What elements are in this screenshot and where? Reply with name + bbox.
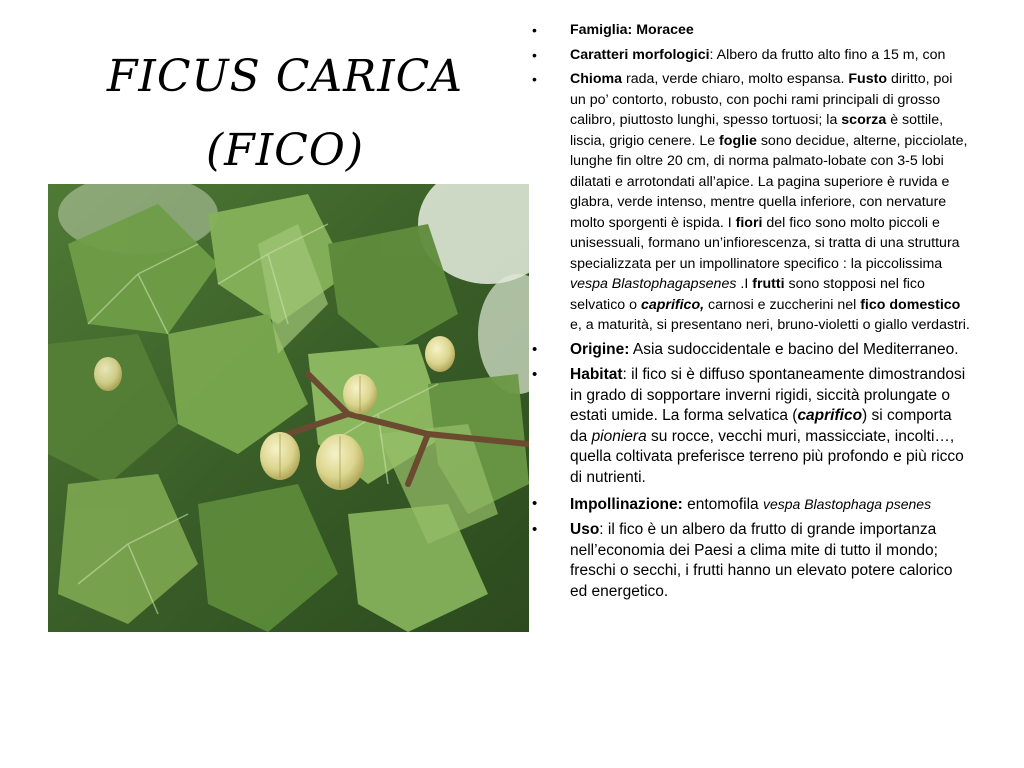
origine-label: Origine: [570, 340, 630, 358]
fig-tree-photo [48, 184, 529, 632]
chioma-text-2: diritto, poi un po’ contorto, robusto, con pochi rami principali di grosso calibro, piuttosto lunghi, spesso tortuosi; la [570, 71, 953, 128]
famiglia-text: Famiglia: Moracee [570, 22, 694, 38]
caratteri-label: Caratteri morfologici [570, 46, 710, 63]
chioma-label: Chioma [570, 71, 623, 87]
impollinazione-label: Impollinazione: [570, 495, 683, 513]
description-panel [530, 20, 970, 608]
uso-label: Uso [570, 521, 600, 539]
bullet-chioma [530, 69, 970, 336]
bullet-caratteri [530, 45, 970, 66]
habitat-text-2: ) si comporta da [570, 407, 952, 445]
impollinazione-species: vespa Blastophaga psenes [762, 495, 932, 512]
chioma-text-7: sono stopposi nel fico selvatico o [570, 276, 925, 313]
impollinazione-text: entomofila [682, 495, 763, 513]
caprifico-term: caprifico, [640, 296, 705, 313]
chioma-text-8: carnosi e zuccherini nel [704, 296, 861, 313]
fusto-label: Fusto [848, 71, 887, 87]
chioma-text-9: e, a maturità, si presentano neri, bruno-violetti o giallo verdastri. [570, 317, 970, 333]
bullet-habitat [530, 365, 970, 489]
foglie-label: foglie [719, 132, 757, 149]
bullet-famiglia [530, 20, 970, 41]
chioma-text-5: del fico sono molto piccoli e unisessuali, formano un’infiorescenza, si tratta di una struttura specializzata per un impollinatore specifico : la piccolissima [570, 214, 960, 272]
chioma-text-1: rada, verde chiaro, molto espansa. [622, 71, 849, 87]
habitat-text-1: : il fico si è diffuso spontaneamente dimostrandosi in grado di sopportare inverni rigidi, siccità prolungate o estati umide. La forma selvatica ( [570, 366, 966, 425]
uso-text: : il fico è un albero da frutto di grande importanza nell’economia dei Paesi a clima mite di tutto il mondo; freschi o secchi, i frutti hanno un elevato potere calorico ed energetico. [570, 521, 953, 601]
bullet-uso [530, 520, 970, 602]
title-line-1: FICUS CARICA [106, 51, 464, 102]
origine-text: Asia sudoccidentale e bacino del Mediterraneo. [629, 340, 959, 358]
slide-title [60, 40, 510, 188]
habitat-pioniera: pioniera [591, 427, 647, 445]
vespa-name: vespa Blastophagapsenes [570, 276, 737, 292]
fico-domestico-term: fico domestico [860, 296, 961, 313]
caratteri-text: : Albero da frutto alto fino a 15 m, con [709, 46, 946, 63]
chioma-text-3: è sottile, liscia, grigio cenere. Le [570, 112, 944, 149]
fig-leaves-illustration [48, 184, 529, 632]
bullet-impollinazione [530, 494, 970, 516]
scorza-label: scorza [841, 112, 887, 128]
habitat-label: Habitat [570, 366, 623, 384]
chioma-text-6: .I [736, 276, 753, 292]
chioma-text-4: sono decidue, alterne, picciolate, lunghe fin oltre 20 cm, di norma palmato-lobate con 3-5 lobi dilatati e arrotondati all’apice. La pagina superiore è ruvida e glabra, verde intenso, mentre quella inferiore, con nervature molto sporgenti è ispida. I [570, 132, 968, 231]
bullet-origine [530, 340, 970, 361]
habitat-caprifico: caprifico [797, 407, 863, 425]
fiori-label: fiori [735, 214, 763, 231]
habitat-text-3: su rocce, vecchi muri, massicciate, incolti…, quella coltivata preferisce terreno più profondo e più ricco di nutrienti. [570, 427, 964, 487]
frutti-label: frutti [752, 276, 785, 292]
bullet-list [530, 20, 970, 603]
title-line-2: (FICO) [206, 125, 364, 176]
